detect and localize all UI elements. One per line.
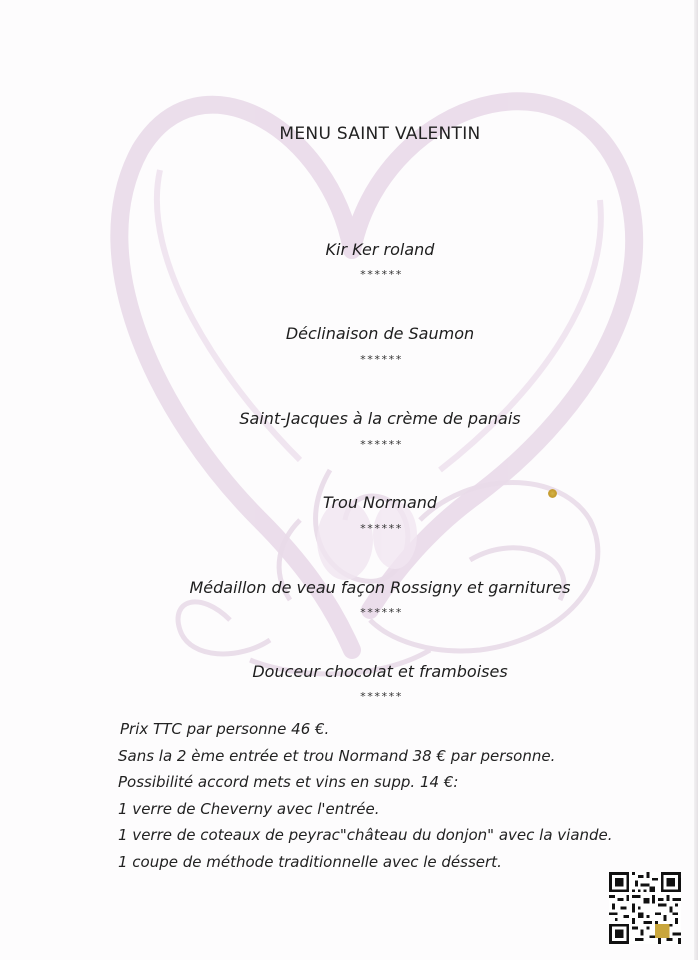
scan-edge [694,0,698,960]
course-second-starter: Saint-Jacques à la crème de panais [239,409,521,428]
price-line: 1 coupe de méthode traditionnelle avec le déssert. [118,852,502,871]
course-trou-normand: Trou Normand [322,493,438,512]
course-starter: Déclinaison de Saumon [285,324,475,343]
price-line: 1 verre de Cheverny avec l'entrée. [118,799,380,818]
price-line: Prix TTC par personne 46 €. [120,720,330,738]
price-line: Possibilité accord mets et vins en supp. 14 €: [118,773,459,791]
course-main: Médaillon de veau façon Rossigny et garnitures [189,578,571,597]
course-separator: ****** [359,438,403,451]
course-aperitif: Kir Ker roland [325,240,435,259]
course-separator: ****** [359,353,403,366]
course-separator: ****** [359,268,403,281]
course-separator: ****** [359,606,403,619]
course-separator: ****** [359,690,403,703]
qr-code-icon [609,872,681,944]
course-dessert: Douceur chocolat et framboises [252,662,508,681]
price-line: Sans la 2 ème entrée et trou Normand 38 € par personne. [118,746,556,765]
pricing-block [118,716,678,875]
course-separator: ****** [359,522,403,535]
menu-title: MENU SAINT VALENTIN [279,124,481,144]
price-line: 1 verre de coteaux de peyrac"château du donjon" avec la viande. [118,826,613,844]
